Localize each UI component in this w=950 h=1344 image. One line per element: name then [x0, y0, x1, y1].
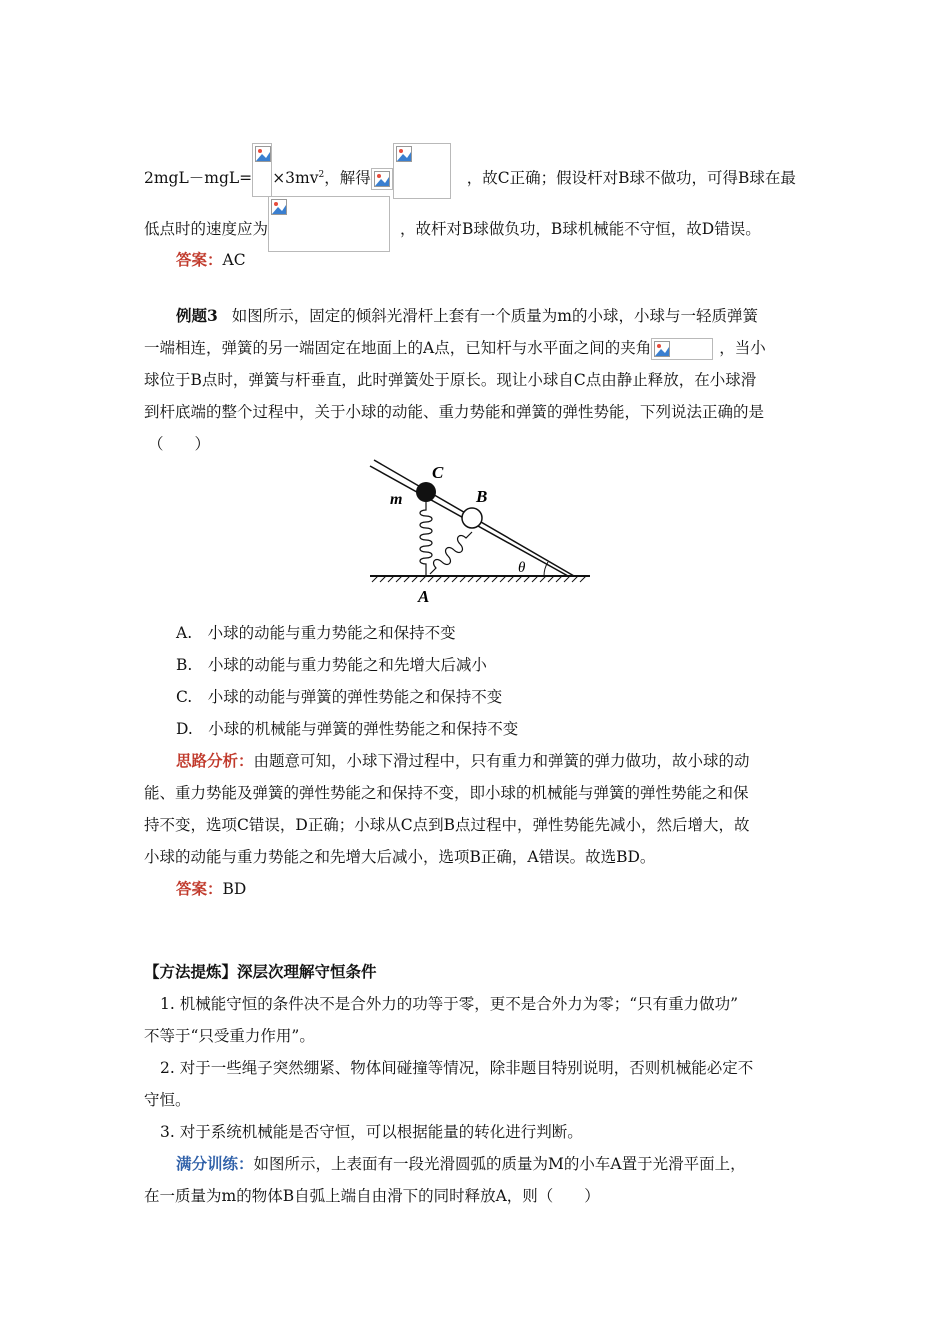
broken-image-icon	[654, 341, 670, 357]
broken-image-icon	[255, 146, 271, 162]
training-line-1	[176, 1153, 746, 1175]
spring-slanted	[430, 532, 472, 574]
example-text: ，当小	[719, 339, 766, 357]
broken-image-velocity	[268, 196, 390, 252]
method-item-2-line-1	[160, 1057, 753, 1079]
method-item-1-line-1	[160, 993, 738, 1015]
solution-text-negative-work: ，故杆对B球做负功，B球机械能不守恒，故D错误。	[400, 220, 761, 238]
example3-line-2	[144, 337, 766, 360]
example-text: 球位于B点时，弹簧与杆垂直，此时弹簧处于原长。现让小球自C点由静止释放，在小球滑	[144, 371, 757, 389]
training-text: 如图所示，上表面有一段光滑圆弧的质量为M的小车A置于光滑平面上，	[253, 1155, 746, 1173]
option-text: B. 小球的动能与重力势能之和先增大后减小	[176, 656, 487, 674]
analysis-text: 小球的动能与重力势能之和先增大后减小，选项B正确，A错误。故选BD。	[144, 848, 656, 866]
equation-solve-text: ，解得	[324, 169, 371, 187]
method-heading-text: 【方法提炼】深层次理解守恒条件	[144, 962, 377, 981]
option-text: C. 小球的动能与弹簧的弹性势能之和保持不变	[176, 688, 503, 706]
ball-b	[462, 508, 482, 528]
example3-line-4	[144, 401, 764, 423]
equation-middle: ×3mv	[272, 169, 319, 187]
example-text: 如图所示，固定的倾斜光滑杆上套有一个质量为m的小球，小球与一轻质弹簧	[231, 307, 758, 325]
analysis-text: 由题意可知，小球下滑过程中，只有重力和弹簧的弹力做功，故小球的动	[253, 752, 750, 770]
broken-image-angle	[651, 338, 713, 360]
method-text: 不等于“只受重力作用”。	[144, 1027, 315, 1045]
method-item-3	[160, 1121, 583, 1143]
broken-image-result	[393, 143, 451, 199]
answer-2	[176, 878, 246, 900]
example-text: 到杆底端的整个过程中，关于小球的动能、重力势能和弹簧的弹性势能，下列说法正确的是	[144, 403, 765, 421]
spring-vertical	[420, 500, 432, 576]
training-label: 满分训练：	[176, 1154, 254, 1173]
example-label: 例题3	[176, 306, 218, 325]
method-text: 1. 机械能守恒的条件决不是合外力的功等于零，更不是合外力为零；“只有重力做功”	[160, 995, 739, 1013]
method-heading	[144, 961, 377, 983]
analysis-line-4	[144, 846, 655, 868]
label-c: C	[432, 463, 444, 482]
equation-left: 2mgL－mgL=	[144, 169, 253, 187]
answer-label: 答案：	[176, 879, 223, 898]
analysis-text: 能、重力势能及弹簧的弹性势能之和保持不变，即小球的机械能与弹簧的弹性势能之和保	[144, 784, 749, 802]
solution-line-1	[144, 143, 796, 199]
training-text: 在一质量为m的物体B自弧上端自由滑下的同时释放A，则（ ）	[144, 1187, 600, 1205]
broken-image-icon	[396, 146, 412, 162]
answer-label: 答案：	[176, 250, 223, 269]
label-a: A	[418, 587, 430, 606]
option-text: A. 小球的动能与重力势能之和保持不变	[176, 624, 456, 642]
option-d	[176, 718, 518, 740]
analysis-text: 持不变，选项C错误，D正确；小球从C点到B点过程中，弹性势能先减小，然后增大，故	[144, 816, 750, 834]
solution-text-conclusion: ，故C正确；假设杆对B球不做功，可得B球在最	[466, 169, 796, 187]
broken-image-fraction	[252, 143, 272, 197]
option-c	[176, 686, 502, 708]
method-text: 2. 对于一些绳子突然绷紧、物体间碰撞等情况，除非题目特别说明，否则机械能必定不	[160, 1059, 754, 1077]
solution-text-velocity: 低点时的速度应为	[144, 220, 269, 238]
method-item-1-line-2	[144, 1025, 315, 1047]
broken-image-icon	[374, 171, 390, 187]
label-b: B	[476, 487, 488, 506]
answer-bracket: （ ）	[148, 435, 211, 453]
broken-image-inline	[371, 168, 393, 190]
analysis-label: 思路分析：	[176, 751, 254, 770]
example3-line-3	[144, 369, 756, 391]
analysis-line-1	[176, 750, 750, 772]
analysis-line-2	[144, 782, 749, 804]
answer-1	[176, 249, 246, 271]
answer-value: BD	[222, 880, 247, 898]
example3-line-1	[176, 305, 758, 327]
analysis-line-3	[144, 814, 750, 836]
example3-line-5	[148, 433, 210, 455]
label-theta: θ	[518, 560, 526, 576]
option-a	[176, 622, 456, 644]
method-text: 3. 对于系统机械能是否守恒，可以根据能量的转化进行判断。	[160, 1123, 583, 1141]
broken-image-icon	[271, 199, 287, 215]
method-item-2-line-2	[144, 1089, 191, 1111]
solution-line-2	[144, 196, 761, 252]
option-text: D. 小球的机械能与弹簧的弹性势能之和保持不变	[176, 720, 519, 738]
method-text: 守恒。	[144, 1091, 191, 1109]
equation-exponent: 2	[318, 169, 325, 180]
ball-c	[416, 482, 436, 502]
example-text: 一端相连，弹簧的另一端固定在地面上的A点，已知杆与水平面之间的夹角	[144, 339, 652, 357]
label-m: m	[390, 491, 403, 508]
answer-value: AC	[222, 251, 246, 269]
training-line-2	[144, 1185, 600, 1207]
physics-figure	[368, 456, 594, 612]
option-b	[176, 654, 487, 676]
